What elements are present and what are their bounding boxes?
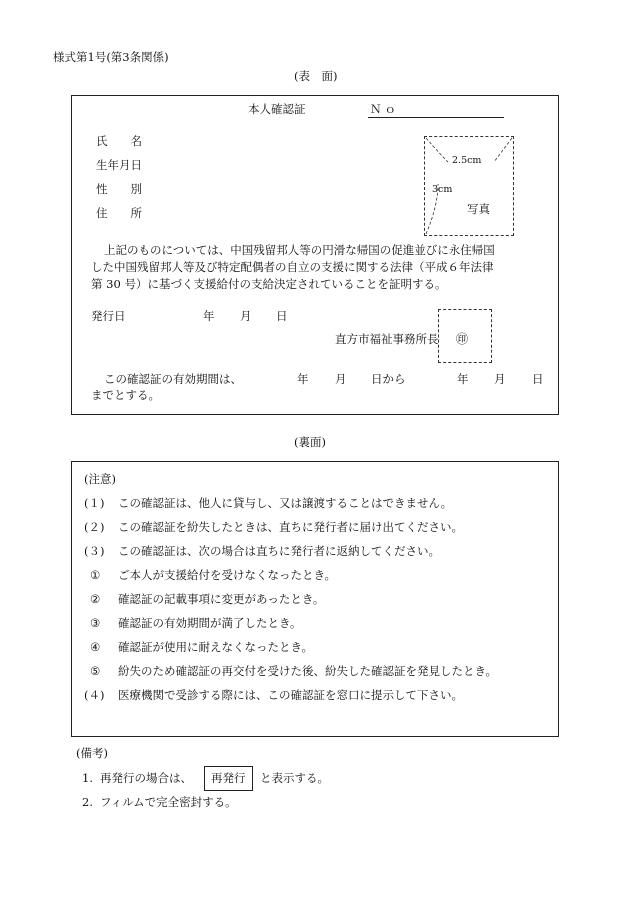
- return-case-5-text: 紛失のため確認証の再交付を受けた後、紛失した確認証を発見したとき。: [118, 664, 498, 678]
- issue-date-day: 日: [276, 309, 288, 323]
- notice-item-1-text: この確認証は、他人に貸与し、又は譲渡することはできません。: [118, 496, 453, 510]
- reissue-box: 再発行: [204, 766, 253, 791]
- remark-1-num: 1.: [82, 771, 93, 785]
- card-no-label: Ｎｏ: [370, 102, 399, 116]
- remark-2-text: フィルムで完全密封する。: [100, 795, 237, 809]
- back-heading: (裏面): [294, 435, 326, 449]
- return-case-4-num: ④: [90, 640, 101, 654]
- field-name-label: 氏 名: [96, 134, 142, 148]
- notice-item-1-num: (１): [84, 496, 105, 510]
- return-case-1-text: ご本人が支援給付を受けなくなったとき。: [118, 568, 337, 582]
- field-address-label: 住 所: [96, 206, 142, 220]
- photo-height-label: 3cm: [432, 184, 453, 195]
- field-sex-label: 性 別: [96, 182, 142, 196]
- cert-text-line-2: した中国残留邦人等及び特定配偶者の自立の支援に関する法律（平成６年法律: [91, 260, 494, 274]
- remark-2-num: 2.: [82, 795, 93, 809]
- notice-item-3-num: (３): [84, 544, 105, 558]
- notice-item-2-text: この確認証を紛失したときは、直ちに発行者に届け出てください。: [118, 520, 463, 534]
- photo-label: 写真: [467, 202, 490, 216]
- issuer-name: 直方市福祉事務所長: [335, 332, 439, 346]
- notice-item-3-text: この確認証は、次の場合は直ちに発行者に返納してください。: [118, 544, 440, 558]
- validity-to-year: 年: [457, 372, 469, 386]
- validity-from-suffix: 日から: [371, 372, 406, 386]
- card-no-underline: [368, 117, 504, 118]
- return-case-3-text: 確認証の有効期間が満了したとき。: [118, 616, 302, 630]
- return-case-4-text: 確認証が使用に耐えなくなったとき。: [118, 640, 314, 654]
- validity-from-year: 年: [297, 372, 309, 386]
- issue-date-month: 月: [240, 309, 252, 323]
- return-case-2-num: ②: [90, 592, 101, 606]
- validity-prefix: この確認証の有効期間は、: [104, 372, 242, 386]
- form-number: 様式第1号(第3条関係): [53, 50, 169, 64]
- seal-mark: ㊞: [456, 332, 469, 346]
- return-case-3-num: ③: [90, 616, 101, 630]
- issue-date-year: 年: [203, 309, 215, 323]
- remarks-title: (備考): [76, 746, 108, 760]
- front-heading: (表 面): [294, 69, 338, 83]
- remark-1-pre: 再発行の場合は、: [100, 771, 192, 785]
- return-case-5-num: ⑤: [90, 664, 101, 678]
- remark-1-post: と表示する。: [260, 771, 329, 785]
- cert-text-line-3: 第 30 号）に基づく支援給付の支給決定されていることを証明する。: [91, 277, 447, 291]
- issue-date-label: 発行日: [91, 309, 126, 323]
- return-case-1-num: ①: [90, 568, 101, 582]
- notice-item-4-num: (４): [84, 688, 105, 702]
- notice-item-4-text: 医療機関で受診する際には、この確認証を窓口に提示して下さい。: [118, 688, 463, 702]
- notice-item-2-num: (２): [84, 520, 105, 534]
- cert-text-line-1: 上記のものについては、中国残留邦人等の円滑な帰国の促進並びに永住帰国: [104, 243, 495, 257]
- photo-width-label: 2.5cm: [452, 155, 482, 166]
- notice-title: (注意): [84, 472, 116, 486]
- validity-from-month: 月: [335, 372, 347, 386]
- card-title: 本人確認証: [248, 102, 306, 116]
- validity-to-month: 月: [494, 372, 506, 386]
- validity-to-day: 日: [532, 372, 544, 386]
- field-birthdate-label: 生年月日: [96, 158, 142, 172]
- validity-end: までとする。: [91, 388, 160, 402]
- return-case-2-text: 確認証の記載事項に変更があったとき。: [118, 592, 325, 606]
